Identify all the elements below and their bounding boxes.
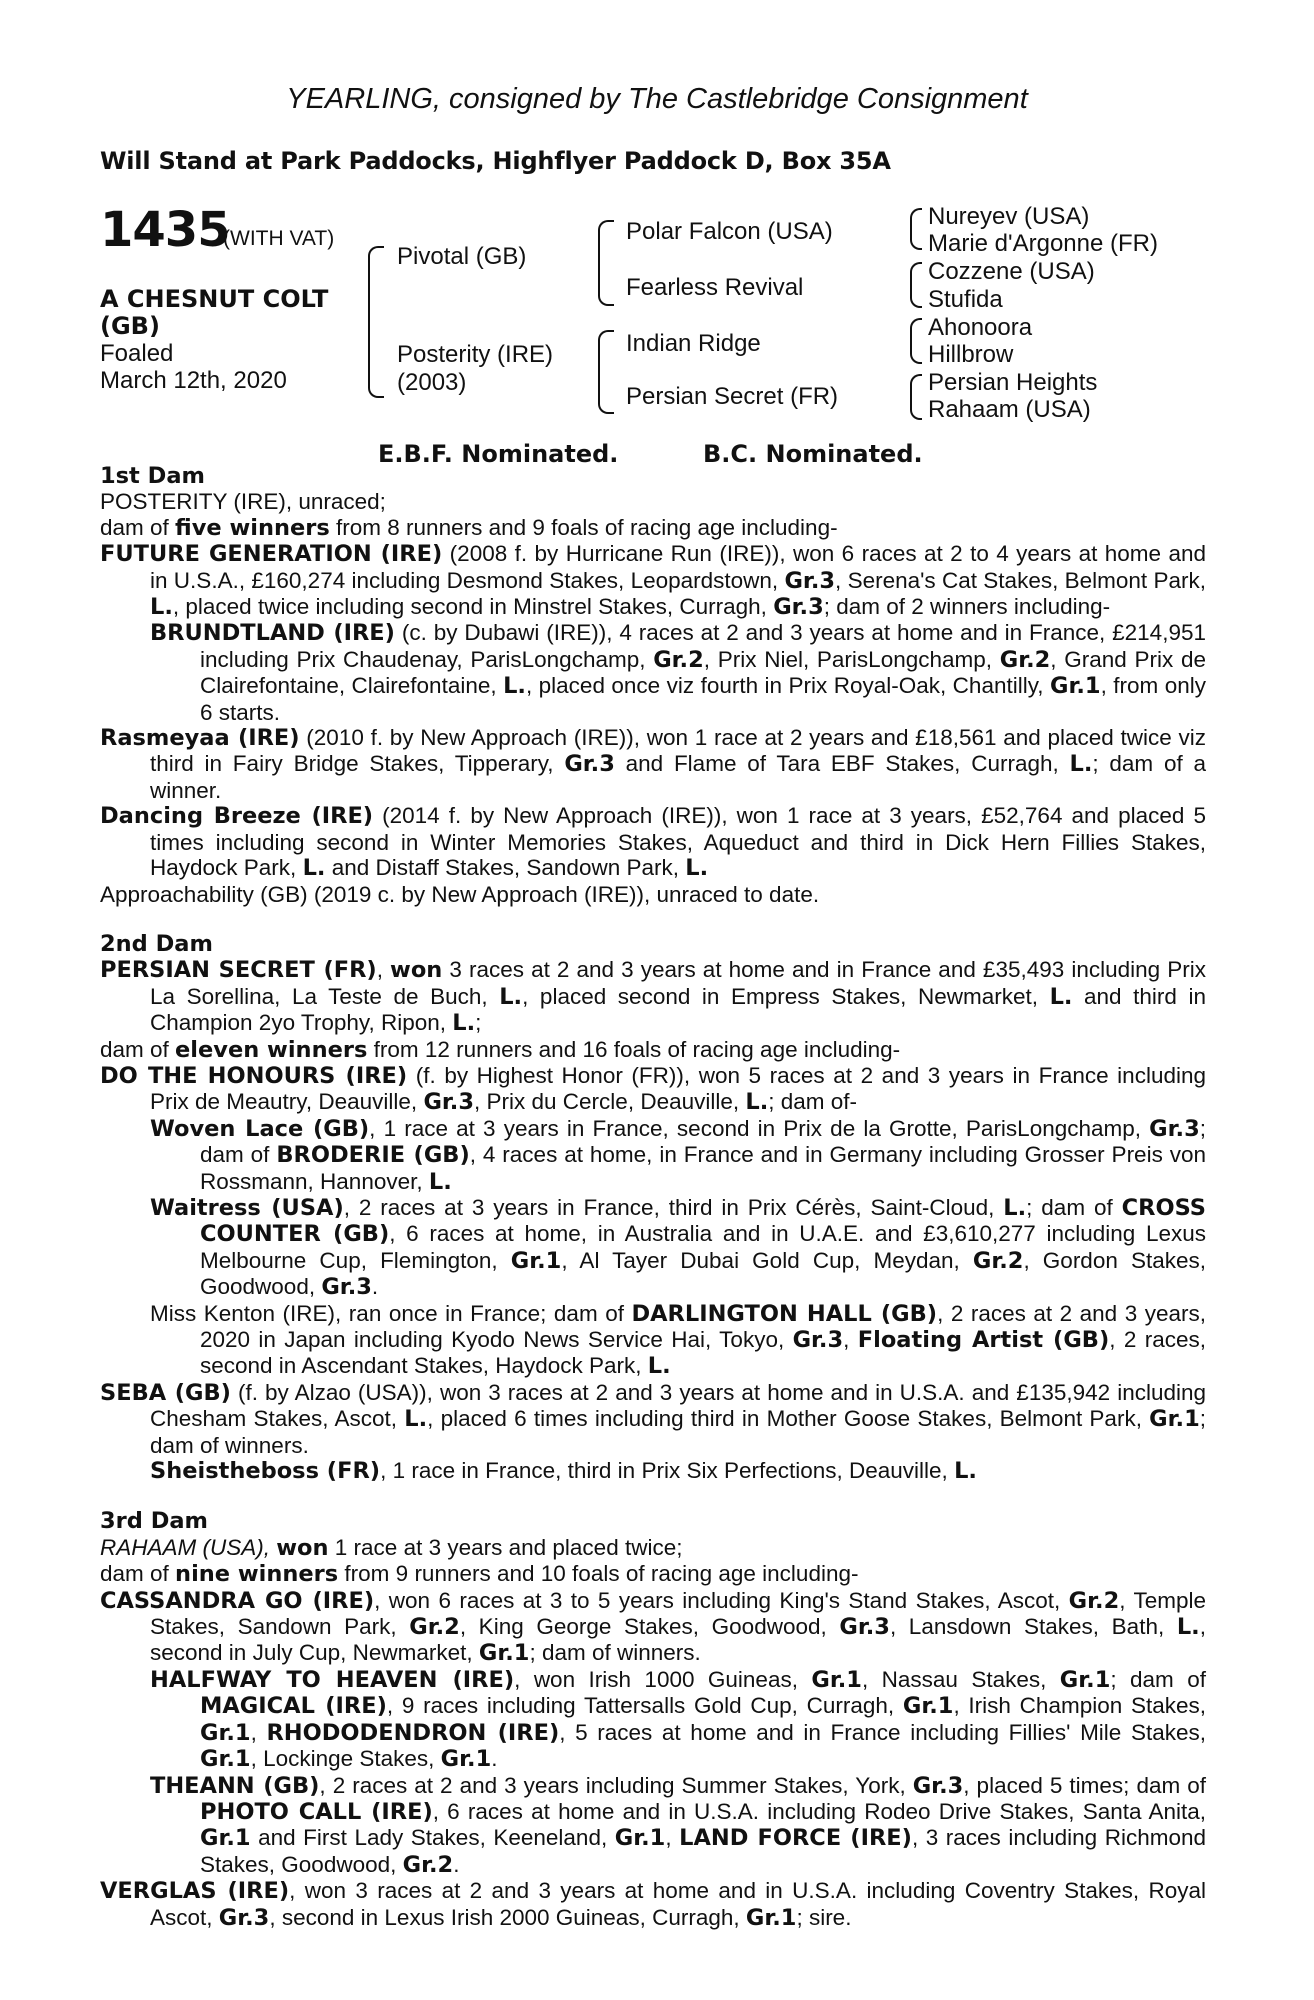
pedigree-g3: Cozzene (USA) [928,258,1095,285]
produce-dancing-breeze: Dancing Breeze (IRE) (2014 f. by New Approach (IRE)), won 1 race at 3 years, £52,764 and placed 5 times including second in Winter Memories Stakes, Aqueduct and third in Dick Hern Fillies Stakes, Haydock Park, L. and Distaff Stakes, Sandown Park, L. [100,803,1206,882]
lot-description-line1: A CHESNUT COLT [100,285,329,313]
second-dam-persian-secret: PERSIAN SECRET (FR), won 3 races at 2 and 3 years at home and in France and £35,493 including Prix La Sorellina, La Teste de Buch, L., placed second in Empress Stakes, Newmarket, L. and third in Champion 2yo Trophy, Ripon, L.; [100,957,1206,1037]
foaled-info [100,340,287,394]
produce-rasmeyaa: Rasmeyaa (IRE) (2010 f. by New Approach (IRE)), won 1 race at 2 years and £18,561 and placed twice viz third in Fairy Bridge Stakes, Tipperary, Gr.3 and Flame of Tara EBF Stakes, Curragh, L.; dam of a winner. [100,725,1206,803]
produce-miss-kenton: Miss Kenton (IRE), ran once in France; dam of DARLINGTON HALL (GB), 2 races at 2 and 3 years, 2020 in Japan including Kyodo News Service Hai, Tokyo, Gr.3, Floating Artist (GB), 2 races, second in Ascendant Stakes, Haydock Park, L. [150,1300,1206,1380]
lot-description-line2: (GB) [100,312,160,340]
first-dam-line: POSTERITY (IRE), unraced; [100,489,386,515]
pedigree-g4: Stufida [928,286,1003,313]
brace-sire-line [598,220,614,306]
produce-waitress: Waitress (USA), 2 races at 3 years in France, third in Prix Cérès, Saint-Cloud, L.; dam of CROSS COUNTER (GB), 6 races at home, in Australia and in U.A.E. and £3,610,277 including Lexus Melbourne Cup, Flemington, Gr.1, Al Tayer Dubai Gold Cup, Meydan, Gr.2, Gordon Stakes, Goodwood, Gr.3. [150,1194,1206,1301]
first-dam-produce-summary: dam of five winners from 8 runners and 9 foals of racing age including- [100,514,838,541]
foaled-label: Foaled [100,340,174,367]
third-dam-rahaam: RAHAAM (USA), won 1 race at 3 years and placed twice; [100,1534,683,1561]
lot-number: 1435 [100,202,230,258]
produce-future-generation: FUTURE GENERATION (IRE) (2008 f. by Hurricane Run (IRE)), won 6 races at 2 to 4 years at home and in U.S.A., £160,274 including Desmond Stakes, Leopardstown, Gr.3, Serena's Cat Stakes, Belmont Park, L., placed twice including second in Minstrel Stakes, Curragh, Gr.3; dam of 2 winners including- [100,541,1206,621]
brace-g1 [910,208,922,250]
pedigree-dam-year: (2003) [397,369,467,396]
pedigree-g7: Persian Heights [928,369,1098,396]
brace-g2 [910,262,922,308]
pedigree-dam-sire: Indian Ridge [626,330,761,357]
produce-cassandra-go: CASSANDRA GO (IRE), won 6 races at 3 to 5 years including King's Stand Stakes, Ascot, Gr.2, Temple Stakes, Sandown Park, Gr.2, King George Stakes, Goodwood, Gr.3, Lansdown Stakes, Bath, L., second in July Cup, Newmarket, Gr.1; dam of winners. [100,1587,1206,1667]
vat-label: (WITH VAT) [223,227,335,250]
lot-description [100,286,328,340]
pedigree-dam-dam: Persian Secret (FR) [626,383,839,410]
pedigree-g1: Nureyev (USA) [928,203,1090,230]
brace-sire-dam [368,246,384,398]
produce-woven-lace: Woven Lace (GB), 1 race at 3 years in France, second in Prix de la Grotte, ParisLongchamp, Gr.3; dam of BRODERIE (GB), 4 races at home, in France and in Germany including Grosser Preis von Rossmann, Hannover, L. [150,1115,1206,1195]
third-dam-produce-summary: dam of nine winners from 9 runners and 10 foals of racing age including- [100,1561,859,1588]
brace-dam-line [598,330,614,414]
produce-sheistheboss: Sheistheboss (FR), 1 race in France, third in Prix Six Perfections, Deauville, L. [150,1458,977,1485]
catalogue-body [100,464,1206,1931]
first-dam-heading: 1st Dam [100,463,205,489]
produce-approachability: Approachability (GB) (2019 c. by New Approach (IRE)), unraced to date. [100,881,820,907]
third-dam-heading: 3rd Dam [100,1508,208,1535]
second-dam-produce-summary: dam of eleven winners from 12 runners and 16 foals of racing age including- [100,1036,901,1063]
pedigree-sire: Pivotal (GB) [397,243,527,270]
pedigree-dam: Posterity (IRE) [397,341,554,368]
stand-location: Will Stand at Park Paddocks, Highflyer Paddock D, Box 35A [100,147,891,175]
ebf-nomination: E.B.F. Nominated. [378,440,619,468]
brace-g4 [910,374,922,420]
brace-g3 [910,318,922,364]
produce-brundtland: BRUNDTLAND (IRE) (c. by Dubawi (IRE)), 4 races at 2 and 3 years at home and in France, £214,951 including Prix Chaudenay, ParisLongchamp, Gr.2, Prix Niel, ParisLongchamp, Gr.2, Grand Prix de Clairefontaine, Clairefontaine, L., placed once viz fourth in Prix Royal-Oak, Chantilly, Gr.1, from only 6 starts. [150,620,1206,725]
produce-halfway-to-heaven: HALFWAY TO HEAVEN (IRE), won Irish 1000 Guineas, Gr.1, Nassau Stakes, Gr.1; dam of MAGICAL (IRE), 9 races including Tattersalls Gold Cup, Curragh, Gr.1, Irish Champion Stakes, Gr.1, RHODODENDRON (IRE), 5 races at home and in France including Fillies' Mile Stakes, Gr.1, Lockinge Stakes, Gr.1. [150,1666,1207,1773]
pedigree-sire-dam: Fearless Revival [626,274,804,301]
pedigree-sire-sire: Polar Falcon (USA) [626,218,833,245]
produce-theann: THEANN (GB), 2 races at 2 and 3 years including Summer Stakes, York, Gr.3, placed 5 times; dam of PHOTO CALL (IRE), 6 races at home and in U.S.A. including Rodeo Drive Stakes, Santa Anita, Gr.1 and First Lady Stakes, Keeneland, Gr.1, LAND FORCE (IRE), 3 races including Richmond Stakes, Goodwood, Gr.2. [150,1772,1207,1878]
consignor-line: YEARLING, consigned by The Castlebridge Consignment [286,83,1028,115]
bc-nomination: B.C. Nominated. [703,440,923,468]
pedigree-g2: Marie d'Argonne (FR) [928,230,1158,257]
pedigree-g5: Ahonoora [928,314,1033,341]
produce-verglas: VERGLAS (IRE), won 3 races at 2 and 3 years at home and in U.S.A. including Coventry Stakes, Royal Ascot, Gr.3, second in Lexus Irish 2000 Guineas, Curragh, Gr.1; sire. [100,1878,1206,1931]
pedigree-g8: Rahaam (USA) [928,396,1091,423]
foaled-date: March 12th, 2020 [100,367,287,394]
produce-seba: SEBA (GB) (f. by Alzao (USA)), won 3 races at 2 and 3 years at home and in U.S.A. and £135,942 including Chesham Stakes, Ascot, L., placed 6 times including third in Mother Goose Stakes, Belmont Park, Gr.1; dam of winners. [100,1379,1207,1458]
pedigree-g6: Hillbrow [928,341,1014,368]
second-dam-heading: 2nd Dam [100,930,213,957]
produce-do-the-honours: DO THE HONOURS (IRE) (f. by Highest Honor (FR)), won 5 races at 2 and 3 years in France including Prix de Meautry, Deauville, Gr.3, Prix du Cercle, Deauville, L.; dam of- [100,1062,1206,1116]
